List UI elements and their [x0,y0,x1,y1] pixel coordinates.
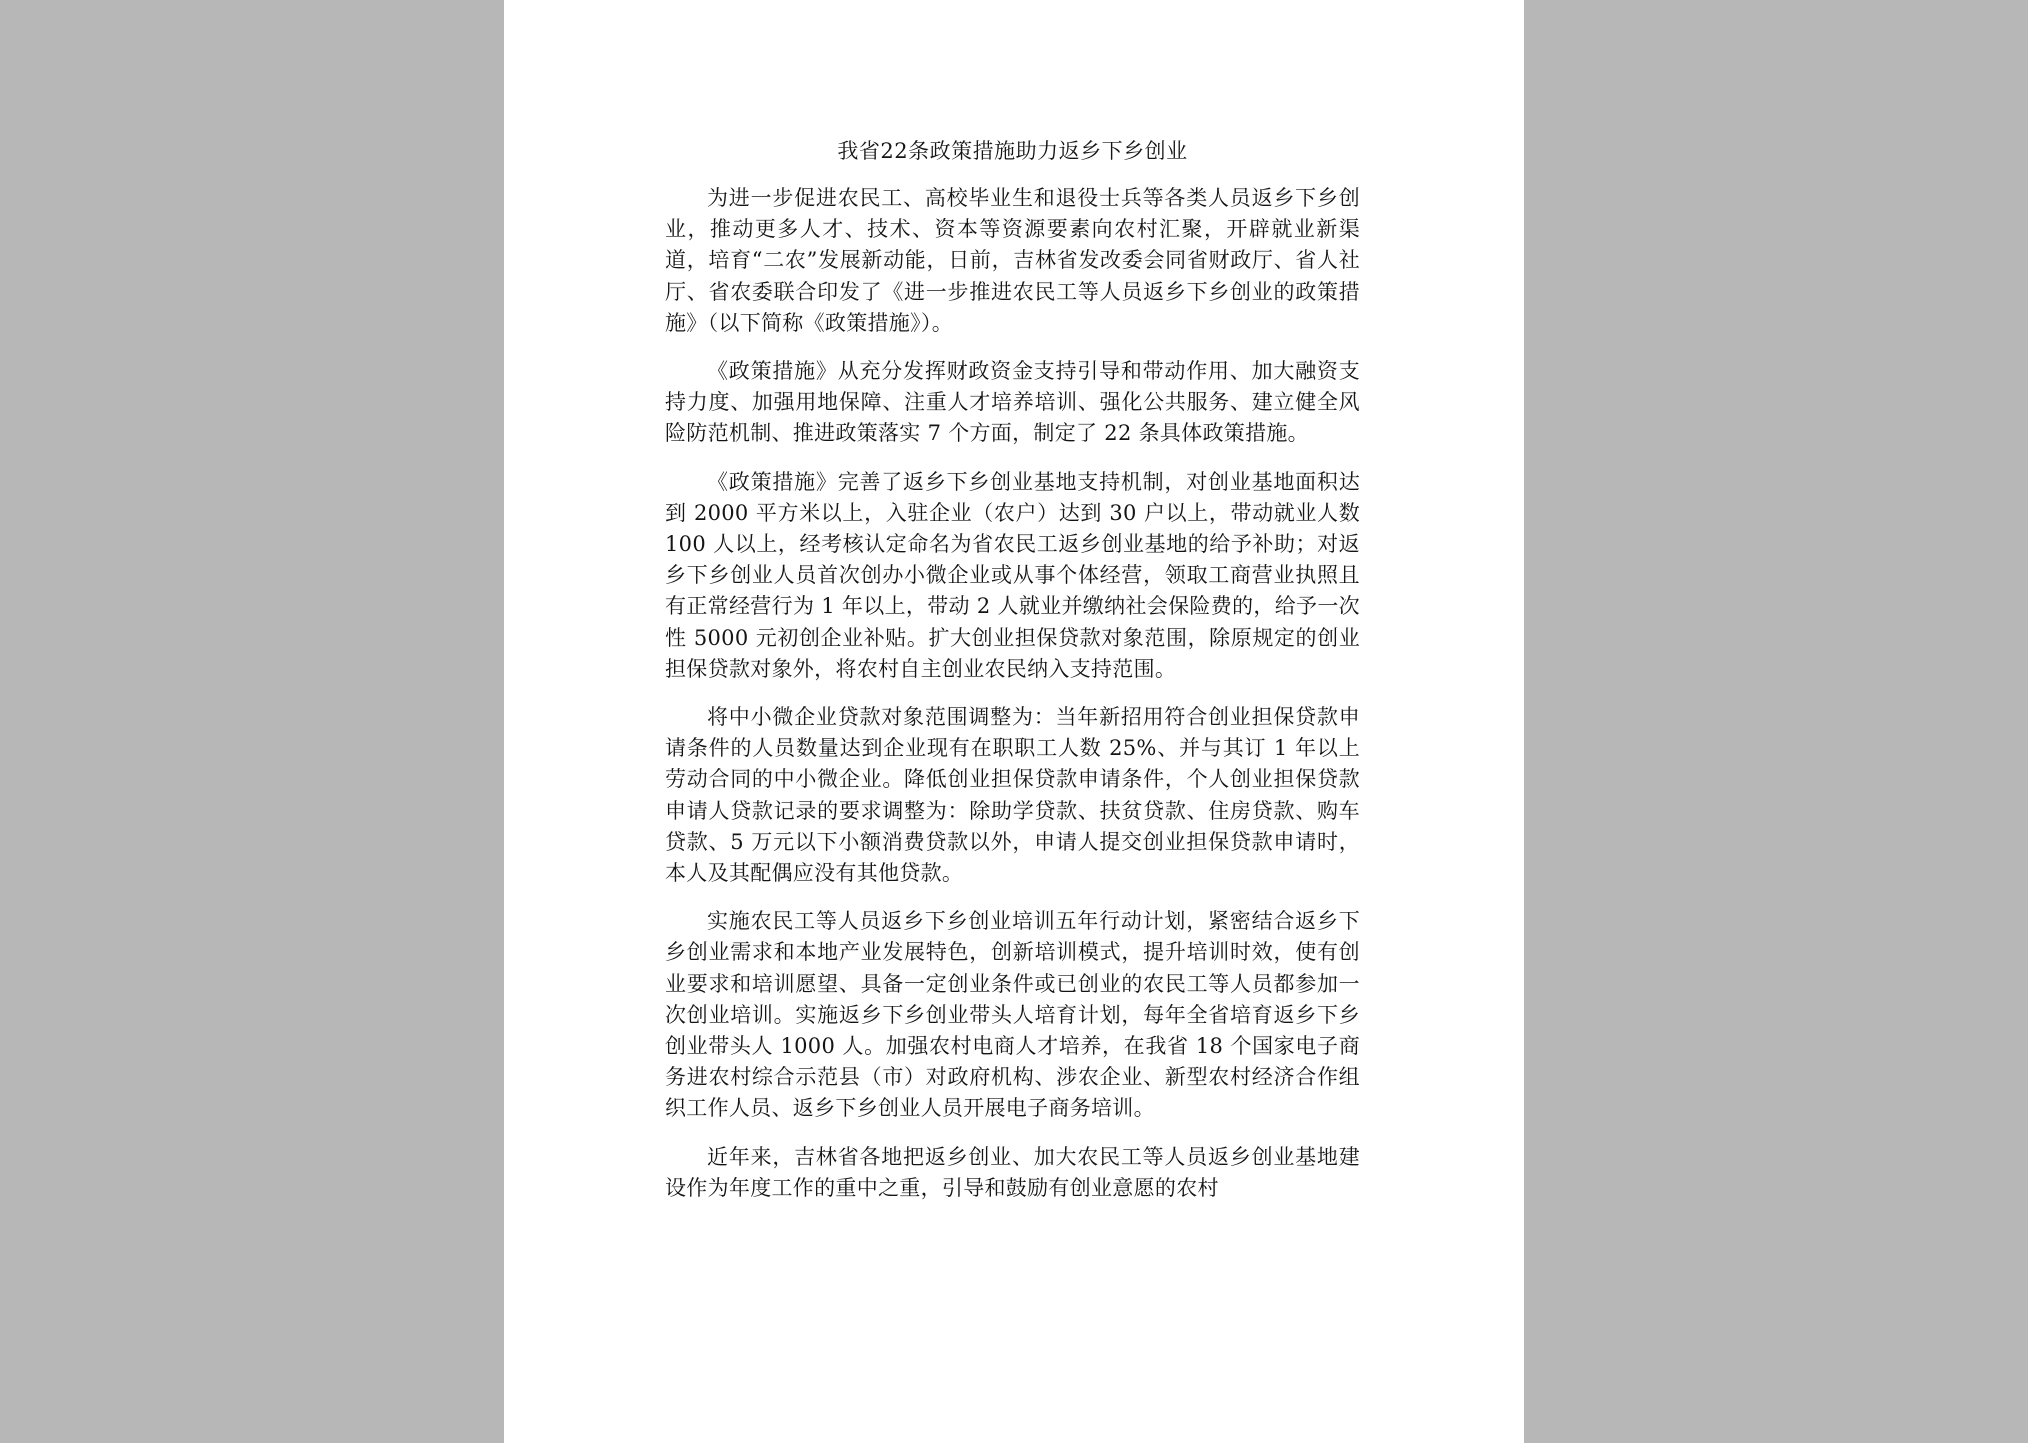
paragraph-1: 为进一步促进农民工、高校毕业生和退役士兵等各类人员返乡下乡创业，推动更多人才、技术、资本等资源要素向农村汇聚，开辟就业新渠道，培育“二农”发展新动能，日前，吉林省发改委会同省财政厅、省人社厅、省农委联合印发了《进一步推进农民工等人员返乡下乡创业的政策措施》（以下简称《政策措施》）。 [665,186,1360,335]
paragraph-6: 近年来，吉林省各地把返乡创业、加大农民工等人员返乡创业基地建设作为年度工作的重中之重，引导和鼓励有创业意愿的农村 [665,1144,1360,1200]
paragraph-5: 实施农民工等人员返乡下乡创业培训五年行动计划，紧密结合返乡下乡创业需求和本地产业发展特色，创新培训模式，提升培训时效，使有创业要求和培训愿望、具备一定创业条件或已创业的农民工等人员都参加一次创业培训。实施返乡下乡创业带头人培育计划，每年全省培育返乡下乡创业带头人 1000 人。加强农村电商人才培养，在我省 18 个国家电子商务进农村综合示范县（市）对政府机构、涉农企业、新型农村经济合作组织工作人员、返乡下乡创业人员开展电子商务培训。 [665,909,1360,1121]
document-title: 我省22条政策措施助力返乡下乡创业 [837,139,1188,163]
document-page [504,0,1524,1443]
paragraph-4: 将中小微企业贷款对象范围调整为：当年新招用符合创业担保贷款申请条件的人员数量达到企业现有在职职工人数 25%、并与其订 1 年以上劳动合同的中小微企业。降低创业担保贷款申请条件，个人创业担保贷款申请人贷款记录的要求调整为：除助学贷款、扶贫贷款、住房贷款、购车贷款、5 万元以下小额消费贷款以外，申请人提交创业担保贷款申请时，本人及其配偶应没有其他贷款。 [665,705,1360,886]
paragraph-2: 《政策措施》从充分发挥财政资金支持引导和带动作用、加大融资支持力度、加强用地保障、注重人才培养培训、强化公共服务、建立健全风险防范机制、推进政策落实 7 个方面，制定了 22 条具体政策措施。 [665,359,1360,446]
paragraph-3: 《政策措施》完善了返乡下乡创业基地支持机制，对创业基地面积达到 2000 平方米以上，入驻企业（农户）达到 30 户以上，带动就业人数 100 人以上，经考核认定命名为省农民工返乡创业基地的给予补助；对返乡下乡创业人员首次创办小微企业或从事个体经营，领取工商营业执照且有正常经营行为 1 年以上，带动 2 人就业并缴纳社会保险费的，给予一次性 5000 元初创企业补贴。扩大创业担保贷款对象范围，除原规定的创业担保贷款对象外，将农村自主创业农民纳入支持范围。 [665,469,1360,681]
